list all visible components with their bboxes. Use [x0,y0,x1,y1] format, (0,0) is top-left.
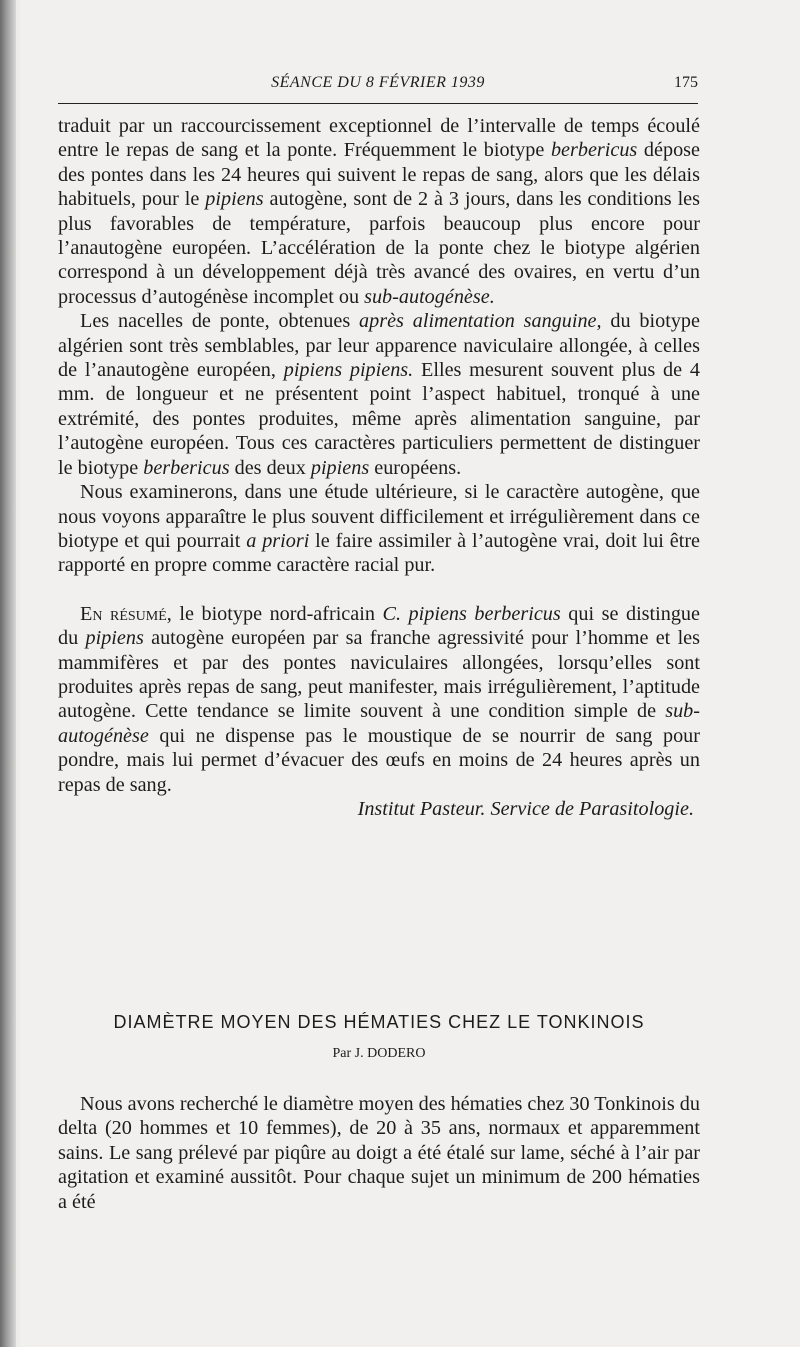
text-run: traduit par un raccourcissement exceptionnel de l’intervalle de temps écoulé entre le repas de sang et la ponte. Fréquemment le biotype [58,115,700,162]
italic-text: berbericus [143,456,230,479]
text-run: le biotype nord-africain [171,602,383,625]
italic-text: C. pipiens berbericus [382,602,561,625]
text-run: Nous avons recherché le diamètre moyen des hématies chez 30 Tonkinois du delta (20 hommes et 10 femmes), de 20 à 35 ans, normaux et apparemment sains. Le sang prélevé par piqûre au doigt a été étalé sur lame, séché à l’air par agitation et examiné aussitôt. Pour chaque sujet un minimum de 200 hématies a été [58,1093,700,1213]
italic-text: berbericus [550,139,638,162]
paragraph [58,1092,700,1214]
italic-text: pipiens pipiens. [283,359,414,382]
text-run: des deux [229,456,311,479]
article2-body [58,1092,700,1214]
page-number: 175 [674,74,698,91]
text-run: qui ne dispense pas le moustique de se nourrir de sang pour pondre, mais lui permet d’évacuer des œufs en moins de 24 heures après un repas de sang. [58,724,700,796]
text-run: européens. [369,456,462,479]
text-run: Les nacelles de ponte, obtenues [80,310,360,333]
text-run: le faire assimiler à l’autogène vrai, doit lui être rapporté en propre comme caractère racial pur. [58,529,701,577]
italic-text: après alimentation sanguine, [359,310,602,333]
article-title: DIAMÈTRE MOYEN DES HÉMATIES CHEZ LE TONKINOIS [113,1012,645,1032]
italic-text: sub-autogénèse. [364,285,495,308]
header-rule [58,103,698,104]
article-byline: Par J. DODERO [332,1046,426,1061]
text-run: Elles mesurent souvent plus de 4 mm. de longueur et ne présentent point l’aspect habituel, tronqué à une extrémité, des pontes produites, même après alimentation sanguine, par l’autogène européen. Tous ces caractères particuliers permettent de distinguer le biotype [58,359,700,479]
italic-text: pipiens [310,456,370,479]
italic-text: pipiens [85,627,144,650]
small-caps-text: En résumé, [80,602,172,625]
paragraph-gap [58,578,700,602]
affiliation-signoff: Institut Pasteur. Service de Parasitologie. [357,797,694,820]
text-run: autogène européen par sa franche agressivité pour l’homme et les mammifères et par des pontes naviculaires allongées, lorsqu’elles sont produites après repas de sang, peut manifester, mais irrégulièrement, l’aptitude autogène. Cette tendance se limite souvent à une condition simple de [58,627,700,723]
paragraph [58,309,700,480]
italic-text: sub-autogénèse [58,700,700,747]
italic-text: a priori [246,529,310,552]
text-run: autogène, sont de 2 à 3 jours, dans les conditions les plus favorables de température, parfois beaucoup plus encore pour l’anautogène européen. L’accélération de la ponte chez le biotype algérien correspond à un développement déjà très avancé des ovaires, en vertu d’un processus d’autogénèse incomplet ou [58,188,700,308]
text-run: Nous examinerons, dans une étude ultérieure, si le caractère autogène, que nous voyons apparaître le plus souvent difficilement et irrégulièrement dans ce biotype et qui pourrait [58,481,700,552]
italic-text: pipiens [205,188,264,211]
running-head [58,74,698,96]
article-body [58,114,700,821]
text-run: qui se distingue du [58,602,700,650]
paragraph [58,114,700,309]
text-run: du biotype algérien sont très semblables, par leur apparence naviculaire allongée, à celles de l’anautogène européen, [58,310,700,382]
running-title: SÉANCE DU 8 FÉVRIER 1939 [271,74,485,91]
book-binding-shadow [0,0,16,1347]
text-run: dépose des pontes dans les 24 heures qui suivent le repas de sang, alors que les délais habituels, pour le [58,139,700,211]
summary-paragraph [58,602,700,797]
paragraph [58,480,700,578]
